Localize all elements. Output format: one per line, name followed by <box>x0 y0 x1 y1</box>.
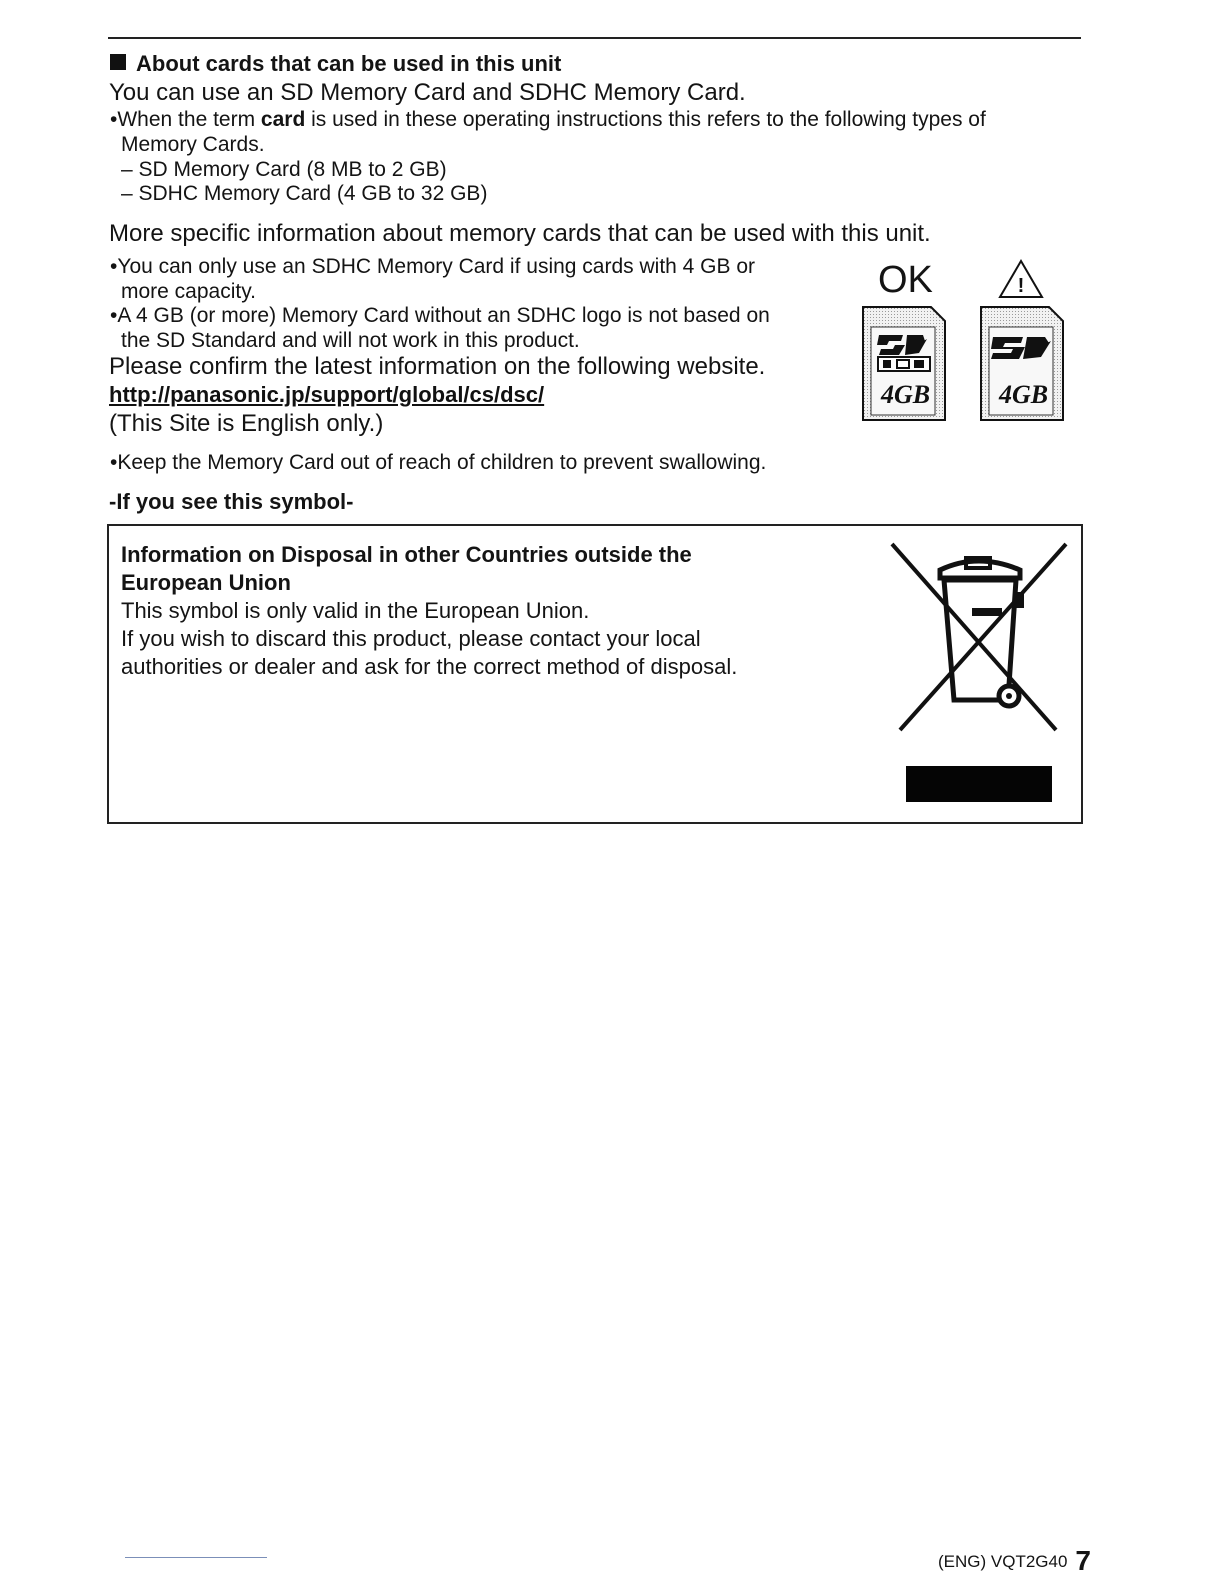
bullet-card-term-cont: Memory Cards. <box>121 133 265 156</box>
bullet-sdhc-capacity: •You can only use an SDHC Memory Card if using cards with 4 GB or <box>110 255 756 278</box>
square-bullet-icon <box>110 54 126 70</box>
bullet-card-term: •When the term card is used in these operating instructions this refers to the following types of <box>110 108 986 131</box>
support-url-link[interactable]: http://panasonic.jp/support/global/cs/dsc/ <box>109 382 545 407</box>
sd-card-icon <box>979 305 1065 422</box>
document-code: (ENG) VQT2G40 <box>938 1552 1068 1571</box>
section-heading: About cards that can be used in this unit <box>110 51 561 77</box>
sdhc-card-range: – SDHC Memory Card (4 GB to 32 GB) <box>121 182 488 205</box>
disposal-line1: This symbol is only valid in the European Union. <box>121 598 590 623</box>
disposal-title-line1: Information on Disposal in other Countries outside the <box>121 542 692 567</box>
sd-card-range: – SD Memory Card (8 MB to 2 GB) <box>121 158 447 181</box>
bullet-sdhc-capacity-cont: more capacity. <box>121 280 256 303</box>
svg-text:4GB: 4GB <box>999 380 1049 409</box>
confirm-text: Please confirm the latest information on the following website. <box>109 353 766 380</box>
disposal-line2: If you wish to discard this product, please contact your local <box>121 626 701 651</box>
sdhc-card-icon <box>861 305 947 422</box>
bullet-sd-standard-cont: the SD Standard and will not work in this product. <box>121 329 580 352</box>
warning-icon <box>997 258 1045 300</box>
crossed-bin-icon <box>888 540 1072 735</box>
black-bar <box>906 766 1052 802</box>
disposal-line3: authorities or dealer and ask for the correct method of disposal. <box>121 654 738 679</box>
top-rule <box>108 37 1081 39</box>
intro-text: You can use an SD Memory Card and SDHC Memory Card. <box>109 79 746 106</box>
more-info-text: More specific information about memory cards that can be used with this unit. <box>109 220 931 247</box>
bullet-swallowing: •Keep the Memory Card out of reach of children to prevent swallowing. <box>110 451 767 474</box>
bullet-dot: • <box>110 108 118 131</box>
svg-text:4GB: 4GB <box>881 380 931 409</box>
symbol-heading: -If you see this symbol- <box>109 489 354 514</box>
footer-left-line <box>125 1557 267 1558</box>
ok-label: OK <box>878 259 933 301</box>
english-only-note: (This Site is English only.) <box>109 410 384 437</box>
disposal-title-line2: European Union <box>121 570 291 595</box>
page-number: 7 <box>1075 1545 1091 1576</box>
svg-text:!: ! <box>1017 275 1025 297</box>
page-footer <box>938 1545 1091 1577</box>
bullet-sd-standard: •A 4 GB (or more) Memory Card without an SDHC logo is not based on <box>110 304 770 327</box>
